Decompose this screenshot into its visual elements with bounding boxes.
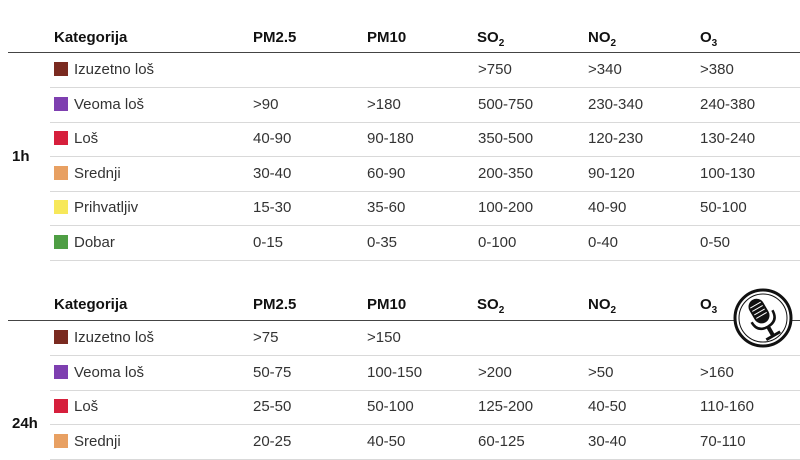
cell-pm10: 50-100 (367, 398, 414, 415)
category-swatch (54, 399, 68, 413)
cell-pm25: 40-90 (253, 130, 292, 147)
cell-no2: 120-230 (588, 130, 644, 147)
cell-no2: 40-50 (588, 398, 627, 415)
category-label: Dobar (74, 233, 115, 251)
cell-pm25: >75 (253, 329, 279, 346)
header-no2: $NO_2$ (588, 296, 617, 316)
cell-no2: 230-340 (588, 95, 644, 113)
cell-no2: >50 (588, 363, 614, 381)
cell-so2: 500-750 (478, 95, 534, 113)
table-row (50, 356, 800, 391)
category-label: Loš (74, 398, 99, 415)
cell-pm25: 15-30 (253, 199, 292, 216)
header-pm25: PM2.5 (253, 296, 297, 313)
category-label: Srednji (74, 164, 121, 182)
cell-no2: 40-90 (588, 199, 627, 216)
cell-pm10: 100-150 (367, 363, 423, 381)
cell-so2: >200 (478, 363, 512, 381)
category-label: Veoma loš (74, 363, 145, 381)
cell-o3: 130-240 (700, 130, 756, 147)
cell-pm10: 40-50 (367, 432, 406, 450)
header-pm25: PM2.5 (253, 29, 297, 46)
cell-o3: 50-100 (700, 199, 747, 216)
cell-so2: 100-200 (478, 199, 534, 216)
header-pm10: PM10 (367, 29, 407, 46)
cell-o3: >160 (700, 363, 734, 381)
cell-o3: >380 (700, 61, 734, 78)
header-so2: $SO_2$ (477, 29, 505, 49)
cell-so2: 200-350 (478, 164, 534, 182)
cell-so2: 60-125 (478, 432, 525, 450)
cell-so2: 0-100 (478, 233, 517, 251)
microphone-badge-icon (733, 288, 793, 348)
cell-o3: 240-380 (700, 95, 756, 113)
cell-pm25: 25-50 (253, 398, 292, 415)
cell-pm25: 50-75 (253, 363, 292, 381)
category-swatch (54, 434, 68, 448)
category-label: Prihvatljiv (74, 199, 139, 216)
category-swatch (54, 365, 68, 379)
time-label-1h: 1h (12, 148, 30, 165)
cell-pm10: >150 (367, 329, 401, 346)
category-swatch (54, 330, 68, 344)
cell-no2: >340 (588, 61, 622, 78)
table-24h-header (0, 290, 800, 320)
cell-so2: 125-200 (478, 398, 534, 415)
table-row (50, 425, 800, 460)
table-row (50, 321, 800, 356)
cell-o3: 110-160 (700, 398, 754, 415)
header-no2: $NO_2$ (588, 29, 617, 49)
header-kategorija: Kategorija (54, 296, 128, 313)
cell-no2: 0-40 (588, 233, 619, 251)
cell-pm10: 0-35 (367, 233, 398, 251)
cell-pm10: 90-180 (367, 130, 414, 147)
cell-pm10: 60-90 (367, 164, 406, 182)
header-pm10: PM10 (367, 296, 407, 313)
category-label: Srednji (74, 432, 121, 450)
cell-o3: 0-50 (700, 233, 731, 251)
cell-pm10: >180 (367, 95, 401, 113)
cell-pm25: 20-25 (253, 432, 292, 450)
cell-no2: 30-40 (588, 432, 627, 450)
category-label: Izuzetno loš (74, 329, 155, 346)
cell-so2: >750 (478, 61, 512, 78)
cell-no2: 90-120 (588, 164, 635, 182)
cell-pm25: 0-15 (253, 233, 284, 251)
category-label: Loš (74, 130, 99, 147)
time-label-24h: 24h (12, 415, 38, 432)
category-label: Veoma loš (74, 95, 145, 113)
header-o3: $O_3$ (700, 296, 718, 316)
cell-pm25: 30-40 (253, 164, 292, 182)
header-kategorija: Kategorija (54, 29, 128, 46)
header-so2: $SO_2$ (477, 296, 505, 316)
cell-pm25: >90 (253, 95, 279, 113)
table-row (50, 390, 800, 425)
header-o3: $O_3$ (700, 29, 718, 49)
cell-o3: 70-110 (700, 432, 746, 450)
cell-pm10: 35-60 (367, 199, 406, 216)
category-label: Izuzetno loš (74, 61, 155, 78)
cell-o3: 100-130 (700, 164, 756, 182)
cell-so2: 350-500 (478, 130, 534, 147)
